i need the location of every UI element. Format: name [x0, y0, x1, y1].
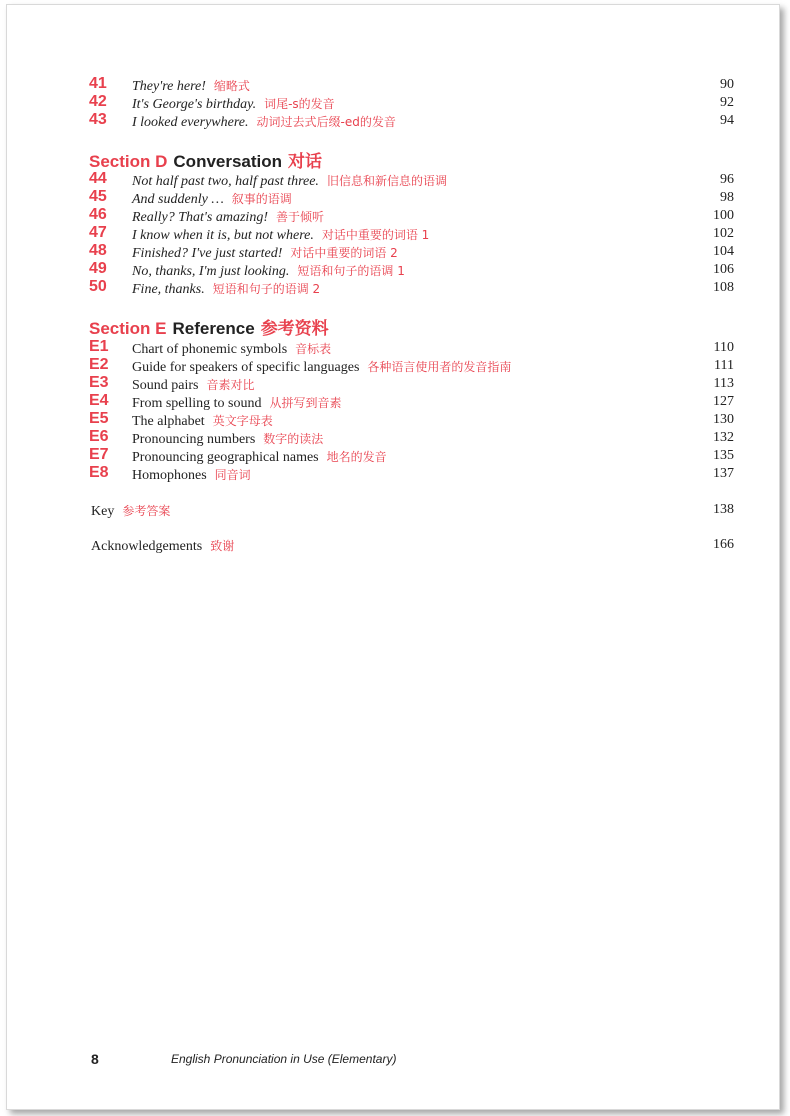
unit-number: E8: [89, 464, 109, 481]
page-number: 132: [713, 430, 734, 445]
page-number: 98: [720, 190, 734, 205]
key-title-cn: 参考答案: [122, 504, 171, 518]
unit-title: And suddenly … 叙事的语调: [132, 192, 292, 207]
unit-title-cn: 音标表: [295, 342, 332, 356]
toc-entry-45: [7, 190, 779, 208]
unit-number: 50: [89, 278, 107, 295]
unit-title-cn: 各种语言使用者的发音指南: [367, 360, 512, 374]
unit-number: E5: [89, 410, 109, 427]
unit-title-cn: 旧信息和新信息的语调: [326, 174, 447, 188]
section-label: Section D: [89, 152, 168, 171]
toc-entry-44: [7, 172, 779, 190]
unit-title-cn: 对话中重要的词语 2: [290, 246, 398, 260]
toc-entry-e4: [7, 394, 779, 412]
unit-title: Guide for speakers of specific languages 各种语言使用者的发音指南: [132, 360, 512, 375]
unit-title-cn: 音素对比: [206, 378, 255, 392]
unit-title-cn: 善于倾听: [276, 210, 325, 224]
section-name: Conversation: [173, 152, 283, 171]
page-number: 127: [713, 394, 734, 409]
toc-entry-41: [7, 77, 779, 95]
section-e-heading: [89, 314, 689, 339]
footer-book-title: English Pronunciation in Use (Elementary): [171, 1052, 397, 1066]
page-number: 166: [713, 537, 734, 552]
page-number: 108: [713, 280, 734, 295]
unit-title: Finished? I've just started! 对话中重要的词语 2: [132, 246, 398, 261]
unit-title-cn: 同音词: [214, 468, 251, 482]
document-page: [6, 4, 780, 1110]
unit-number: E2: [89, 356, 109, 373]
toc-entry-e3: [7, 376, 779, 394]
unit-number: 44: [89, 170, 107, 187]
unit-title-cn: 叙事的语调: [231, 192, 292, 206]
unit-title: They're here! 缩略式: [132, 79, 250, 94]
unit-title: Homophones 同音词: [132, 468, 251, 483]
unit-title-cn: 英文字母表: [212, 414, 273, 428]
page-number: 90: [720, 77, 734, 92]
footer-page-number: 8: [91, 1051, 99, 1067]
unit-title-cn: 缩略式: [213, 79, 250, 93]
acknowledgements-title: Acknowledgements 致谢: [91, 539, 235, 554]
page-number: 104: [713, 244, 734, 259]
section-name: Reference: [172, 319, 255, 338]
toc-entry-acknowledgements: [7, 537, 779, 555]
unit-title: Not half past two, half past three. 旧信息和新信息的语调: [132, 174, 447, 189]
toc-entry-46: [7, 208, 779, 226]
page-number: 106: [713, 262, 734, 277]
toc-entry-e7: [7, 448, 779, 466]
unit-title-cn: 词尾-s的发音: [264, 97, 335, 111]
section-d-heading: [89, 147, 689, 172]
page-number: 137: [713, 466, 734, 481]
unit-title: It's George's birthday. 词尾-s的发音: [132, 97, 335, 112]
page-number: 100: [713, 208, 734, 223]
toc-entry-49: [7, 262, 779, 280]
unit-number: 48: [89, 242, 107, 259]
page-number: 113: [713, 376, 734, 391]
unit-number: E4: [89, 392, 109, 409]
toc-entry-43: [7, 113, 779, 131]
unit-title: Pronouncing geographical names 地名的发音: [132, 450, 387, 465]
section-label: Section E: [89, 319, 167, 338]
unit-title: I looked everywhere. 动词过去式后缀-ed的发音: [132, 115, 396, 130]
unit-number: 45: [89, 188, 107, 205]
toc-entry-e6: [7, 430, 779, 448]
toc-entry-key: [7, 502, 779, 520]
toc-entry-42: [7, 95, 779, 113]
page-number: 92: [720, 95, 734, 110]
unit-number: 41: [89, 75, 107, 92]
unit-number: 43: [89, 111, 107, 128]
unit-title-cn: 数字的读法: [263, 432, 324, 446]
unit-title: The alphabet 英文字母表: [132, 414, 273, 429]
key-title: Key 参考答案: [91, 504, 171, 519]
toc-entry-50: [7, 280, 779, 298]
unit-title: From spelling to sound 从拼写到音素: [132, 396, 342, 411]
unit-title-cn: 短语和句子的语调 1: [297, 264, 405, 278]
section-name-cn: 对话: [288, 152, 323, 172]
acknowledgements-title-cn: 致谢: [210, 539, 235, 553]
unit-number: 42: [89, 93, 107, 110]
unit-number: E3: [89, 374, 109, 391]
toc-entry-e8: [7, 466, 779, 484]
toc-entry-47: [7, 226, 779, 244]
unit-title: I know when it is, but not where. 对话中重要的词语 1: [132, 228, 430, 243]
unit-title-cn: 从拼写到音素: [269, 396, 342, 410]
unit-number: E6: [89, 428, 109, 445]
unit-title-cn: 对话中重要的词语 1: [321, 228, 430, 242]
page-number: 135: [713, 448, 734, 463]
toc-entry-e2: [7, 358, 779, 376]
page-number: 94: [720, 113, 734, 128]
toc-entry-48: [7, 244, 779, 262]
unit-number: 46: [89, 206, 107, 223]
unit-number: E1: [89, 338, 109, 355]
page-number: 110: [713, 340, 734, 355]
page-number: 102: [713, 226, 734, 241]
section-name-cn: 参考资料: [260, 319, 329, 339]
unit-title-cn: 地名的发音: [326, 450, 387, 464]
unit-title: Sound pairs 音素对比: [132, 378, 255, 393]
unit-number: 47: [89, 224, 107, 241]
unit-title: Really? That's amazing! 善于倾听: [132, 210, 325, 225]
unit-title-cn: 短语和句子的语调 2: [212, 282, 321, 296]
unit-title: Chart of phonemic symbols 音标表: [132, 342, 332, 357]
unit-title: Pronouncing numbers 数字的读法: [132, 432, 324, 447]
unit-title-cn: 动词过去式后缀-ed的发音: [256, 115, 396, 129]
page-number: 130: [713, 412, 734, 427]
page-number: 96: [720, 172, 734, 187]
unit-title: Fine, thanks. 短语和句子的语调 2: [132, 282, 321, 297]
unit-number: E7: [89, 446, 109, 463]
page-number: 138: [713, 502, 734, 517]
unit-number: 49: [89, 260, 107, 277]
toc-entry-e5: [7, 412, 779, 430]
unit-title: No, thanks, I'm just looking. 短语和句子的语调 1: [132, 264, 405, 279]
page-number: 111: [714, 358, 734, 373]
toc-entry-e1: [7, 340, 779, 358]
